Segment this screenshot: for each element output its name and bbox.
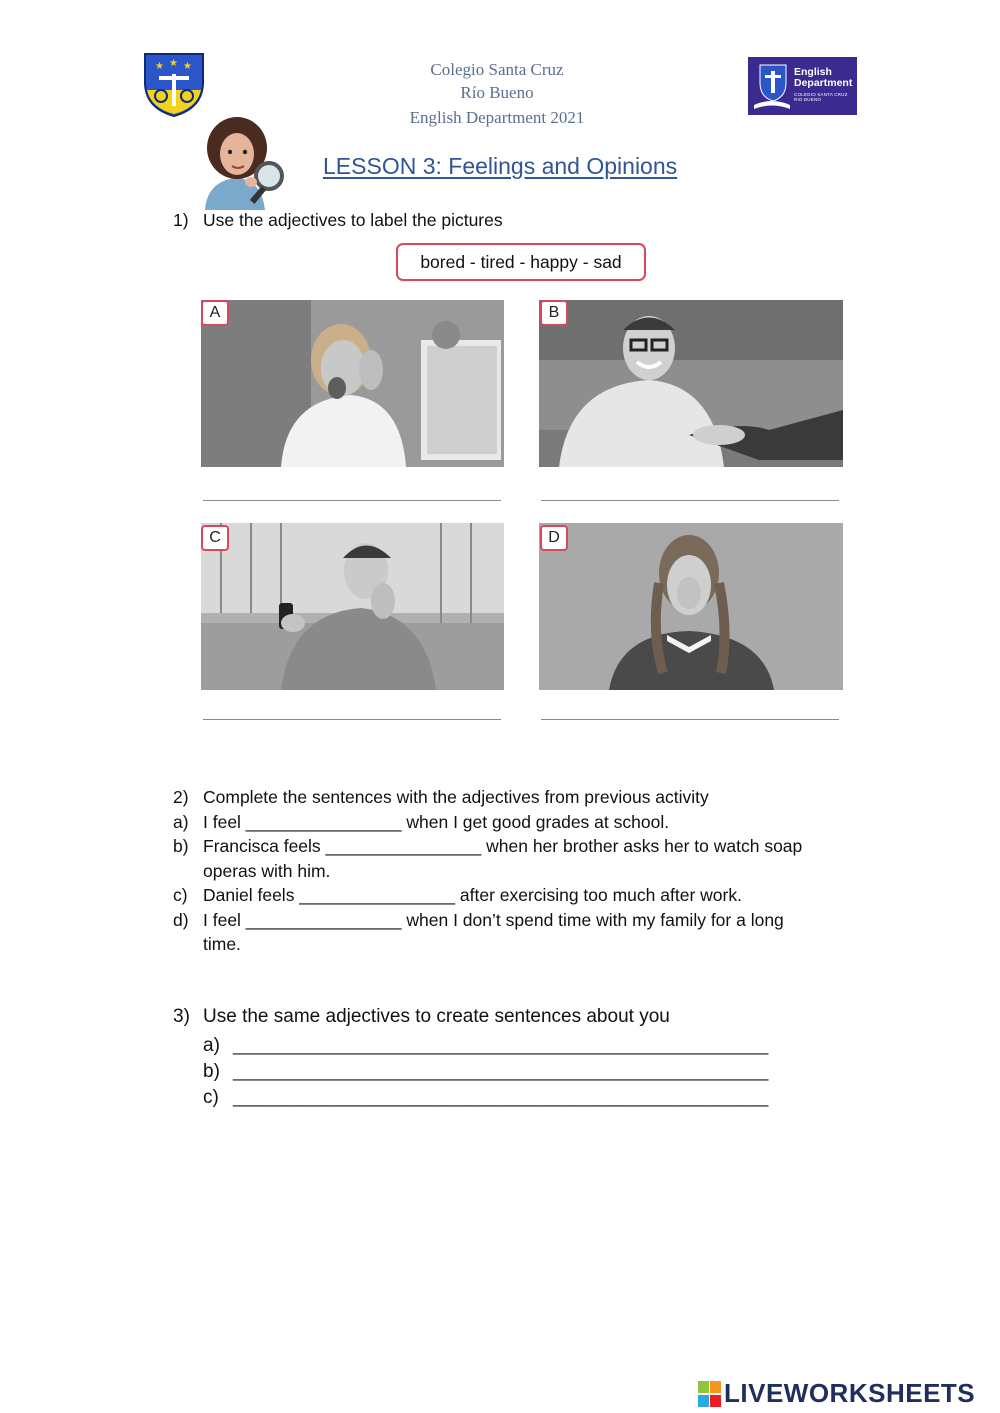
section3-item-c-line[interactable]: _______________________________________________________ bbox=[233, 1087, 769, 1107]
section2-instruction: Complete the sentences with the adjectives from previous activity bbox=[203, 787, 709, 807]
picture-c-photo bbox=[201, 523, 504, 690]
section3-item-b-letter: b) bbox=[203, 1061, 220, 1082]
dept-logo-subtitle: COLEGIO SANTA CRUZ RIO BUENO bbox=[794, 92, 848, 102]
english-department-logo bbox=[748, 57, 857, 115]
dept-logo-title: English Department bbox=[794, 66, 853, 89]
section2-item-d[interactable]: I feel ________________ when I don’t spend time with my family for a long bbox=[203, 909, 784, 930]
picture-c-answer-line[interactable] bbox=[203, 719, 501, 720]
section1-number: 1) bbox=[173, 210, 189, 230]
picture-d-label: D bbox=[540, 525, 568, 551]
picture-b-answer-line[interactable] bbox=[541, 500, 839, 501]
section1-instruction: Use the adjectives to label the pictures bbox=[203, 210, 503, 230]
school-city: Río Bueno bbox=[460, 83, 534, 102]
section3-item-b-line[interactable]: _______________________________________________________ bbox=[233, 1061, 769, 1081]
section2-item-a-letter: a) bbox=[173, 811, 189, 832]
section3-instruction: Use the same adjectives to create sentences about you bbox=[203, 1006, 670, 1027]
svg-text:★: ★ bbox=[169, 58, 178, 69]
picture-b-label: B bbox=[540, 300, 568, 326]
teacher-avatar-with-magnifier bbox=[195, 116, 290, 210]
picture-a-photo bbox=[201, 300, 504, 467]
picture-d-photo bbox=[539, 523, 843, 690]
svg-text:★: ★ bbox=[183, 61, 192, 72]
section3-item-a-letter: a) bbox=[203, 1035, 220, 1056]
section2-item-b-continued: operas with him. bbox=[203, 860, 331, 881]
word-bank bbox=[396, 243, 646, 281]
department-year: English Department 2021 bbox=[409, 108, 585, 127]
section2-item-c-letter: c) bbox=[173, 885, 188, 905]
section2-item-d-letter: d) bbox=[173, 909, 189, 930]
section2-number: 2) bbox=[173, 787, 189, 807]
picture-d-answer-line[interactable] bbox=[541, 719, 839, 720]
section2-item-c[interactable]: Daniel feels ________________ after exercising too much after work. bbox=[203, 885, 742, 905]
picture-b-photo bbox=[539, 300, 843, 467]
section3-number: 3) bbox=[173, 1006, 190, 1027]
section2 bbox=[173, 785, 853, 965]
picture-c-label: C bbox=[201, 525, 229, 551]
section2-item-d-continued: time. bbox=[203, 934, 241, 954]
section2-item-b-letter: b) bbox=[173, 836, 189, 856]
svg-text:★: ★ bbox=[155, 61, 164, 72]
liveworksheets-brand: LIVEWORKSHEETS bbox=[724, 1378, 976, 1408]
section2-item-a[interactable]: I feel ________________ when I get good grades at school. bbox=[203, 811, 670, 832]
section3-item-a-line[interactable]: _______________________________________________________ bbox=[233, 1035, 769, 1055]
liveworksheets-logo-icon bbox=[698, 1381, 722, 1409]
school-name: Colegio Santa Cruz bbox=[430, 60, 564, 79]
picture-a-label: A bbox=[201, 300, 229, 326]
section3 bbox=[173, 1006, 853, 1126]
section2-item-b[interactable]: Francisca feels ________________ when her brother asks her to watch soap bbox=[203, 836, 803, 856]
page-title: LESSON 3: Feelings and Opinions bbox=[323, 153, 678, 179]
picture-a-answer-line[interactable] bbox=[203, 500, 501, 501]
section3-item-c-letter: c) bbox=[203, 1087, 219, 1108]
school-crest-logo bbox=[143, 52, 205, 118]
word-bank-text: bored - tired - happy - sad bbox=[420, 251, 622, 272]
